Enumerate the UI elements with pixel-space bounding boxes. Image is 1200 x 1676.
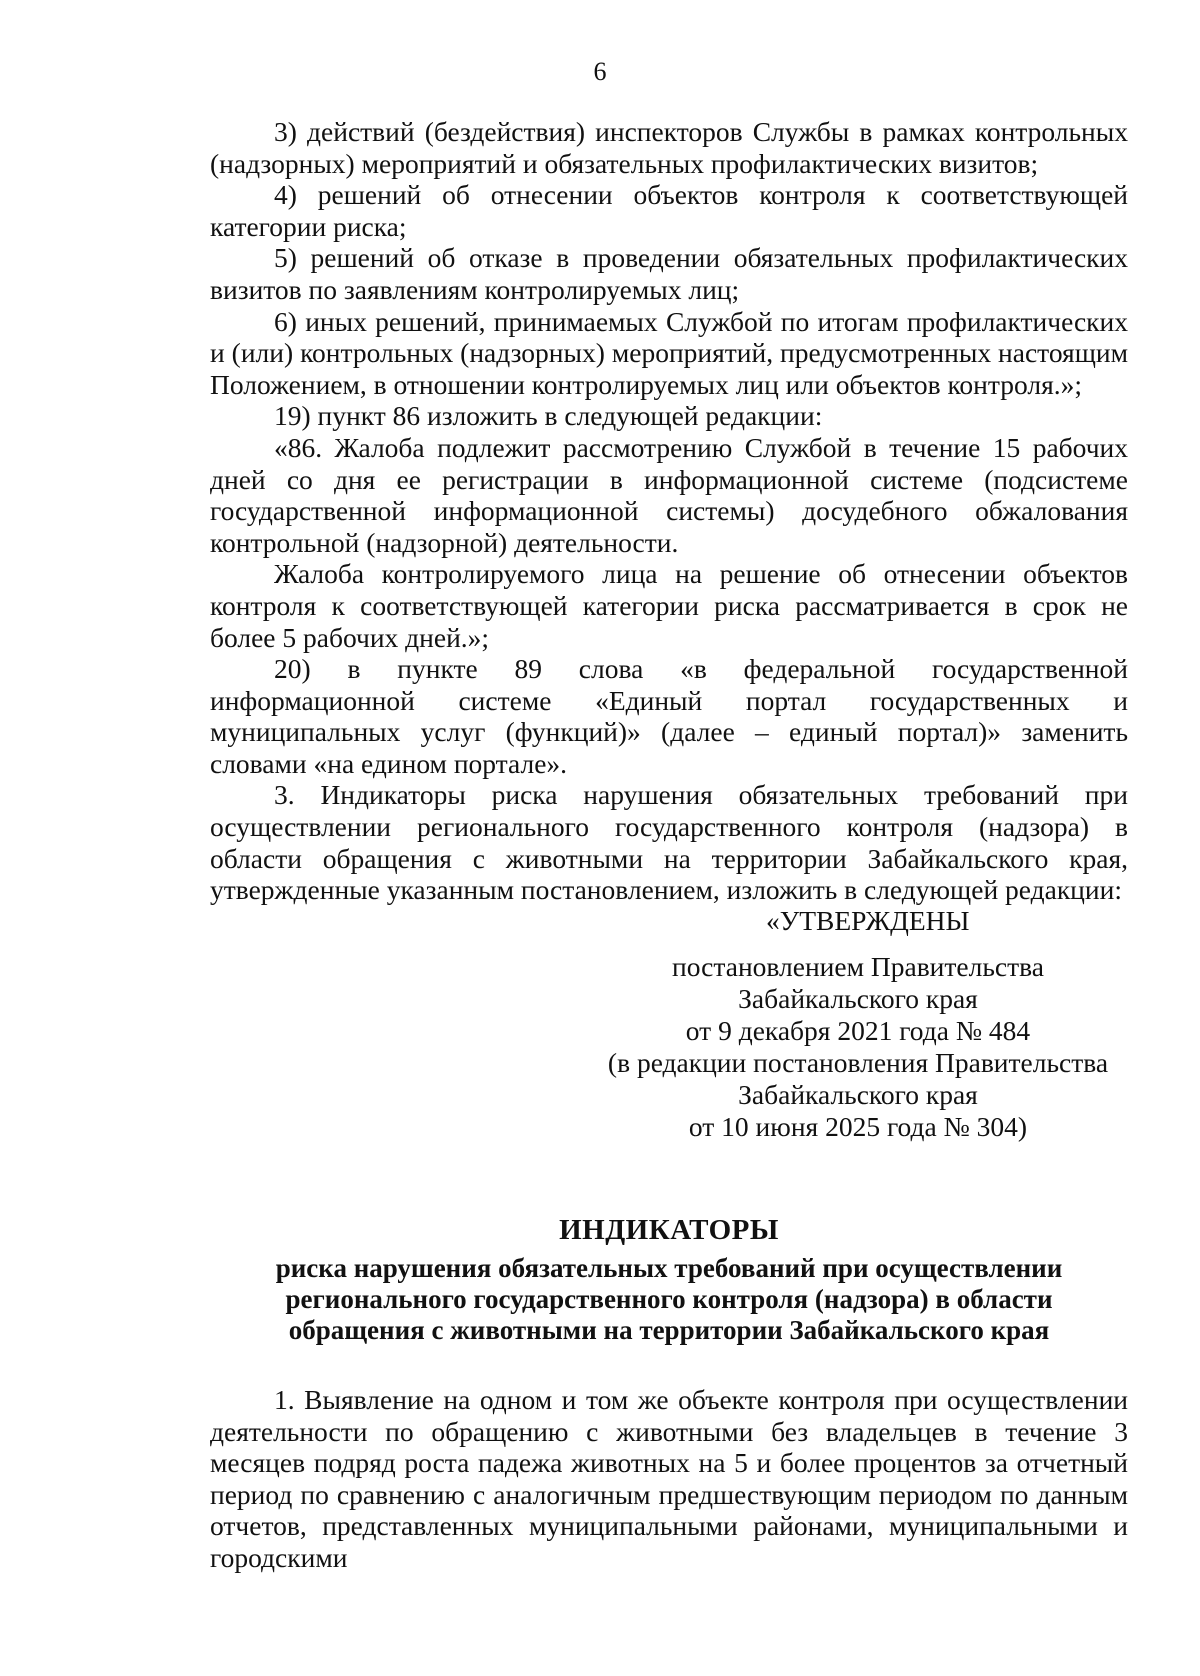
- approval-line: Забайкальского края: [738, 983, 978, 1014]
- approval-label: «УТВЕРЖДЕНЫ: [766, 905, 970, 936]
- heading-subtitle-line: обращения с животными на территории Забайкальского края: [288, 1315, 1050, 1345]
- heading-subtitle-line: регионального государственного контроля (надзора) в области: [285, 1284, 1053, 1314]
- heading-title: ИНДИКАТОРЫ: [559, 1214, 779, 1246]
- indicator-item-1: 1. Выявление на одном и том же объекте контроля при осуществлении деятельности по обращению с животными без владельцев в течение 3 месяцев подряд роста падежа животных на 5 и более процентов за отчетный период по сравнению с аналогичным предшествующим периодом по данным отчетов, представленных муниципальными районами, муниципальными и городскими: [210, 1384, 1128, 1573]
- paragraph-clause-86: «86. Жалоба подлежит рассмотрению Службой в течение 15 рабочих дней со дня ее регистрации в информационной системе (подсистеме государственной информационной системы) досудебного обжалования контрольной (надзорной) деятельности.: [210, 431, 1128, 558]
- section-heading: [210, 1213, 1128, 1346]
- approval-line: от 10 июня 2025 года № 304): [688, 1111, 1028, 1142]
- paragraph-section-3: 3. Индикаторы риска нарушения обязательных требований при осуществлении регионального государственного контроля (надзора) в области обращения с животными на территории Забайкальского края, утвержденные указанным постановлением, изложить в следующей редакции:: [210, 779, 1128, 906]
- approval-stamp-block: [588, 905, 1128, 1143]
- amendment-text: [210, 116, 1128, 906]
- paragraph-item-5: 5) решений об отказе в проведении обязательных профилактических визитов по заявлениям контролируемых лиц;: [210, 242, 1128, 305]
- approval-line: (в редакции постановления Правительства: [607, 1047, 1109, 1078]
- heading-subtitle-line: риска нарушения обязательных требований при осуществлении: [275, 1253, 1063, 1283]
- approval-line: постановлением Правительства: [672, 951, 1044, 982]
- paragraph-point-20: 20) в пункте 89 слова «в федеральной государственной информационной системе «Единый портал государственных и муниципальных услуг (функций)» (далее – единый портал)» заменить словами «на едином портале».: [210, 653, 1128, 779]
- paragraph-complaint-term: Жалоба контролируемого лица на решение об отнесении объектов контроля к соответствующей категории риска рассматривается в срок не более 5 рабочих дней.»;: [210, 558, 1128, 653]
- approval-line: от 9 декабря 2021 года № 484: [685, 1015, 1031, 1046]
- paragraph-item-3: 3) действий (бездействия) инспекторов Службы в рамках контрольных (надзорных) мероприятий и обязательных профилактических визитов;: [210, 116, 1128, 179]
- paragraph-item-4: 4) решений об отнесении объектов контроля к соответствующей категории риска;: [210, 179, 1128, 242]
- paragraph-point-19: 19) пункт 86 изложить в следующей редакции:: [274, 400, 823, 432]
- indicators-list: [210, 1384, 1128, 1574]
- approval-line: Забайкальского края: [738, 1079, 978, 1110]
- page-number: 6: [593, 57, 607, 86]
- paragraph-item-6: 6) иных решений, принимаемых Службой по итогам профилактических и (или) контрольных (надзорных) мероприятий, предусмотренных настоящим Положением, в отношении контролируемых лиц или объектов контроля.»;: [210, 305, 1128, 400]
